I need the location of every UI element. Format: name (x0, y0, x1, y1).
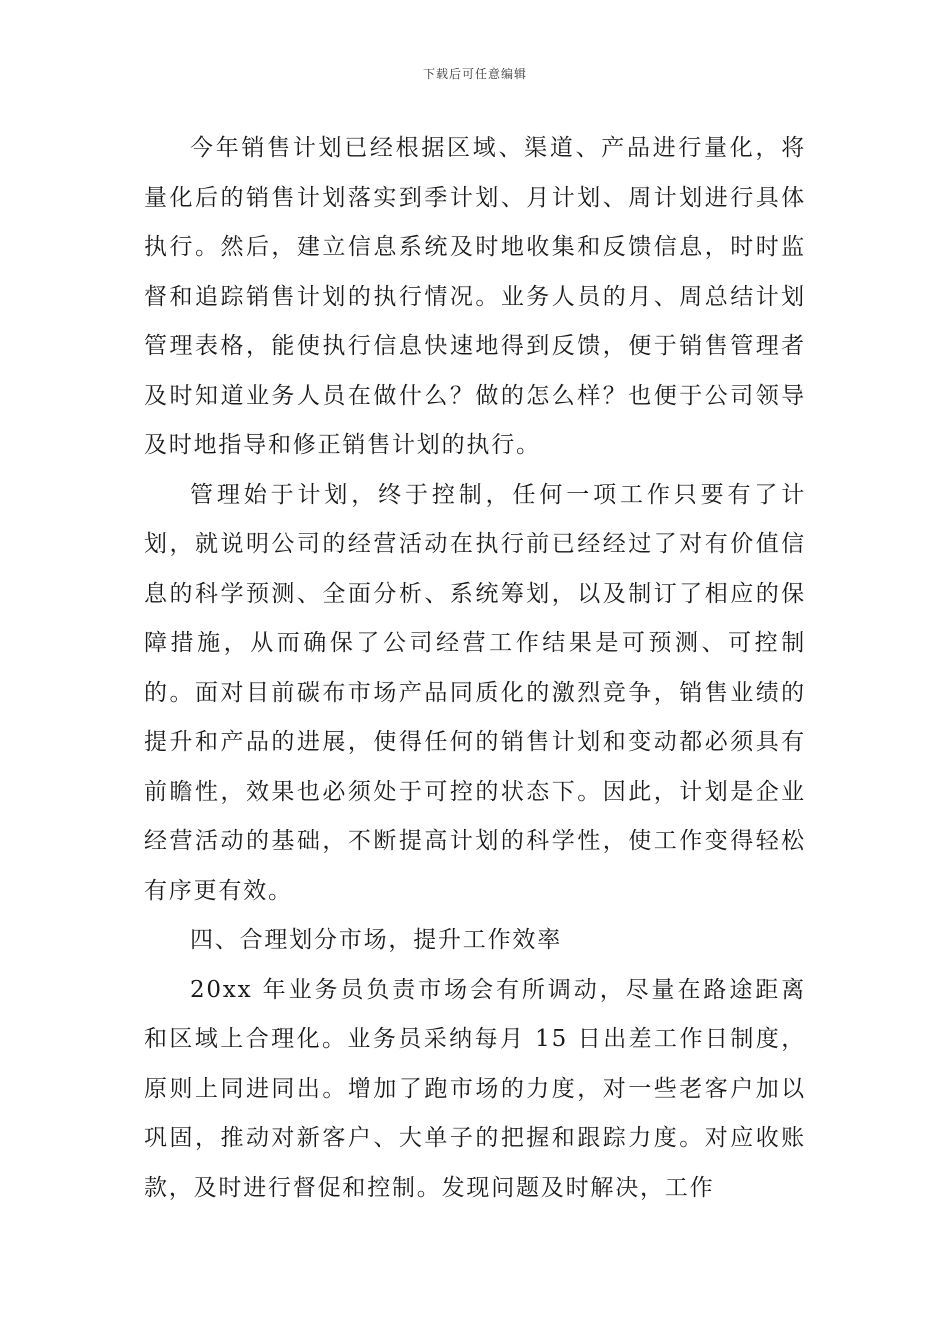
paragraph-market-adjustment: 20xx 年业务员负责市场会有所调动，尽量在路途距离和区域上合理化。业务员采纳每月 15 日出差工作日制度，原则上同进同出。增加了跑市场的力度，对一些老客户加以巩固，推动对新客户、大单子的把握和跟踪力度。对应收账款，及时进行督促和控制。发现问题及时解决，工作 (144, 976, 806, 1201)
section-heading-market-division: 四、合理划分市场，提升工作效率 (190, 927, 562, 953)
paragraph-plan-and-control: 管理始于计划，终于控制，任何一项工作只要有了计划，就说明公司的经营活动在执行前已经经过了对有价值信息的科学预测、全面分析、系统筹划，以及制订了相应的保障措施，从而确保了公司经营工作结果是可预测、可控制的。面对目前碳布市场产品同质化的激烈竞争，销售业绩的提升和产品的进展，使得任何的销售计划和变动都必须具有前瞻性，效果也必须处于可控的状态下。因此，计划是企业经营活动的基础，不断提高计划的科学性，使工作变得轻松有序更有效。 (144, 481, 806, 904)
paragraph-sales-plan-execution: 今年销售计划已经根据区域、渠道、产品进行量化，将量化后的销售计划落实到季计划、月计划、周计划进行具体执行。然后，建立信息系统及时地收集和反馈信息，时时监督和追踪销售计划的执行情况。业务人员的月、周总结计划管理表格，能使执行信息快速地得到反馈，便于销售管理者及时知道业务人员在做什么？做的怎么样？也便于公司领导及时地指导和修正销售计划的执行。 (144, 135, 806, 458)
document-body (144, 124, 806, 1213)
page-header: 下载后可任意编辑 (422, 67, 527, 81)
